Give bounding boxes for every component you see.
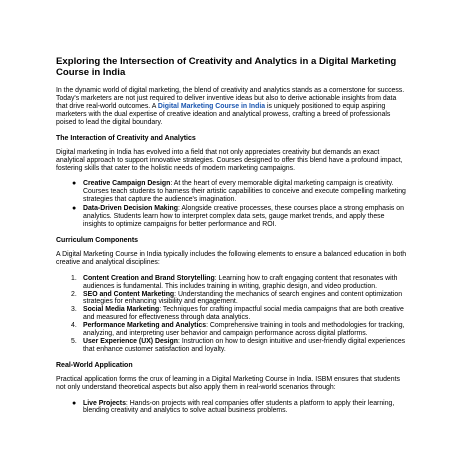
intro-text-start: In the dynamic world of digital marketing, the blend of creativity and analytics stands as a cornerstone for success. Today's marketers are not just required to deliver inventive ideas but also to derive actionable insights from data that drive real-world outcomes. A — [56, 87, 405, 110]
list-item-text: : Understanding the mechanics of search engines and content optimization strategies for enhancing visibility and engagement. — [83, 290, 403, 306]
list-item — [56, 322, 409, 338]
list-item-term: Social Media Marketing — [83, 306, 160, 314]
list-item-text: : Alongside creative processes, these courses place a strong emphasis on analytics. Students learn how to interpret complex data sets, gauge market trends, and apply these insights to optimize campaigns for better performance and ROI. — [83, 205, 404, 228]
list-item — [56, 180, 409, 204]
intro-paragraph — [56, 87, 409, 127]
list-item-text: : Hands-on projects with real companies offer students a platform to apply their learning, blending creativity and analytics to solve actual business problems. — [83, 399, 395, 415]
list-number: 3. — [71, 306, 77, 314]
bullet-icon: ● — [72, 180, 77, 188]
list-item-term: User Experience (UX) Design — [83, 337, 178, 345]
section-paragraph-interaction: Digital marketing in India has evolved into a field that not only appreciates creativity but demands an exact analytical approach to support innovative strategies. Courses designed to offer this blend have a profound impact, fostering skills that cater to the holistic needs of modern marketing campaigns. — [56, 148, 403, 172]
list-item — [56, 205, 409, 229]
list-item-text: : Learning how to craft engaging content that resonates with audiences is fundamental. This includes training in writing, graphic design, and video production. — [83, 274, 398, 290]
section-heading-application: Real-World Application — [56, 361, 133, 369]
list-item — [56, 400, 409, 416]
list-item-term: Performance Marketing and Analytics — [83, 322, 207, 330]
section-paragraph-application: Practical application forms the crux of learning in a Digital Marketing Course in India. ISBM ensures that students not only understand theoretical aspects but also apply them in real-world scenarios through: — [56, 375, 400, 391]
course-link[interactable]: Digital Marketing Course in India — [157, 103, 266, 110]
list-item-text: : Comprehensive training in tools and methodologies for tracking, analyzing, and interpreting user behavior and campaign performance across digital platforms. — [83, 322, 405, 338]
interaction-bullet-list — [56, 180, 409, 228]
list-item-term: Creative Campaign Design — [83, 180, 171, 188]
application-bullet-list — [56, 400, 409, 416]
curriculum-numbered-list — [56, 275, 409, 354]
list-item-text: : Instruction on how to design intuitive and user-friendly digital experiences that enhance customer satisfaction and loyalty. — [83, 337, 406, 353]
list-item-term: Live Projects — [83, 399, 126, 407]
document-title: Exploring the Intersection of Creativity and Analytics in a Digital Marketing Course in India — [56, 56, 397, 78]
list-item-text: : Techniques for crafting impactful social media campaigns that are both creative and measured for effectiveness through data analytics. — [83, 306, 404, 322]
list-number: 5. — [71, 337, 77, 345]
section-heading-curriculum: Curriculum Components — [56, 236, 139, 244]
list-number: 1. — [71, 274, 77, 282]
intro-text-end: is uniquely positioned to equip aspiring marketers with the dual expertise of creative ideation and analytical prowess, crafting a breed of professionals poised to lead the digital boundary. — [56, 103, 391, 126]
list-number: 2. — [71, 290, 77, 298]
section-heading-interaction: The Interaction of Creativity and Analytics — [56, 134, 196, 142]
section-paragraph-curriculum: A Digital Marketing Course in India typically includes the following elements to ensure a balanced education in both creative and analytical disciplines: — [56, 250, 407, 266]
list-item-term: SEO and Content Marketing — [83, 290, 175, 298]
list-item — [56, 338, 409, 354]
bullet-icon: ● — [72, 205, 77, 213]
list-item-text: : At the heart of every memorable digital marketing campaign is creativity. Courses teach students to harness their artistic capabilities to conceive and execute compelling marketing strategies that capture the audience's imagination. — [83, 180, 406, 204]
list-item — [56, 275, 409, 291]
bullet-icon: ● — [72, 399, 77, 407]
list-item — [56, 291, 409, 307]
list-item-term: Data-Driven Decision Making — [83, 205, 178, 213]
list-number: 4. — [71, 322, 77, 330]
list-item — [56, 306, 409, 322]
list-item-term: Content Creation and Brand Storytelling — [83, 274, 215, 282]
